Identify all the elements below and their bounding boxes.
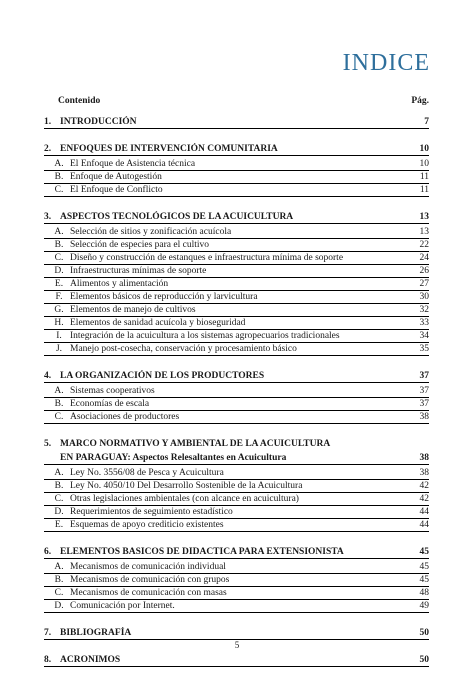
entry-letter: C. [54, 588, 64, 598]
toc-entry [44, 506, 429, 519]
section-page: 50 [419, 655, 429, 665]
entry-page: 13 [419, 227, 429, 237]
entry-title: Alimentos y alimentación [70, 279, 169, 289]
entry-title: Esquemas de apoyo crediticio existentes [70, 520, 224, 530]
toc-entry [44, 239, 429, 252]
entry-page: 42 [419, 481, 429, 491]
entry-letter: F. [55, 292, 63, 302]
toc-entry [44, 411, 429, 424]
entry-page: 34 [419, 331, 429, 341]
entry-letter: B. [54, 172, 64, 182]
toc-section-heading [44, 546, 429, 559]
toc-section [44, 627, 429, 640]
entry-title: Comunicación por Internet. [70, 601, 175, 611]
entry-letter: C. [54, 494, 64, 504]
toc-entry [44, 519, 429, 532]
toc-section-heading [44, 143, 429, 156]
toc-entry [44, 398, 429, 411]
entry-page: 35 [419, 344, 429, 354]
toc-entry [44, 317, 429, 330]
entry-title: Selección de sitios y zonificación acuícola [70, 227, 232, 237]
entry-page: 45 [419, 575, 429, 585]
toc-entry [44, 278, 429, 291]
entry-title: Diseño y construcción de estanques e infraestructura mínima de soporte [70, 253, 344, 263]
page-number: 5 [234, 640, 240, 650]
toc-entry [44, 600, 429, 613]
entry-page: 37 [419, 386, 429, 396]
entry-page: 44 [419, 520, 429, 530]
section-title: BIBLIOGRAFÍA [60, 628, 132, 638]
section-page: 10 [419, 144, 429, 154]
entry-title: Elementos básicos de reproducción y larvicultura [70, 292, 258, 302]
entry-page: 11 [419, 172, 429, 182]
toc-entry [44, 561, 429, 574]
entry-page: 10 [419, 159, 429, 169]
entry-page: 48 [419, 588, 429, 598]
entry-page: 45 [419, 562, 429, 572]
entry-page: 38 [419, 468, 429, 478]
entry-title: Economías de escala [70, 399, 150, 409]
entry-title: Sistemas cooperativos [70, 386, 155, 396]
entry-title: Selección de especies para el cultivo [70, 240, 210, 250]
entry-letter: C. [54, 412, 64, 422]
toc-entry [44, 330, 429, 343]
entry-letter: H. [54, 318, 64, 328]
toc-entry [44, 265, 429, 278]
entry-page: 27 [419, 279, 429, 289]
toc-entry [44, 171, 429, 184]
entry-title: Ley No. 4050/10 Del Desarrollo Sostenible de la Acuicultura [70, 481, 303, 491]
section-title: INTRODUCCIÓN [60, 117, 137, 127]
entry-letter: J. [55, 344, 63, 354]
entry-page: 42 [419, 494, 429, 504]
toc-entry [44, 480, 429, 493]
entry-letter: A. [54, 159, 64, 169]
entry-title: Integración de la acuicultura a los sistemas agropecuarios tradicionales [70, 331, 340, 341]
section-number: 8. [44, 655, 52, 665]
entry-page: 26 [419, 266, 429, 276]
entry-title: Elementos de manejo de cultivos [70, 305, 196, 315]
toc-section-heading [44, 211, 429, 224]
entry-letter: C. [54, 253, 64, 263]
section-title: LA ORGANIZACIÓN DE LOS PRODUCTORES [60, 371, 265, 381]
entry-page: 44 [419, 507, 429, 517]
table-of-contents [44, 116, 429, 681]
entry-letter: A. [54, 562, 64, 572]
entry-letter: E. [54, 279, 64, 289]
toc-entry [44, 493, 429, 506]
section-number: 1. [44, 117, 52, 127]
toc-section [44, 654, 429, 667]
toc-section-heading [44, 627, 429, 640]
toc-entry [44, 304, 429, 317]
section-title: ENFOQUES DE INTERVENCIÓN COMUNITARIA [60, 144, 278, 154]
entry-letter: B. [54, 575, 64, 585]
entry-page: 11 [419, 185, 429, 195]
section-page: 7 [424, 117, 429, 127]
toc-entry [44, 291, 429, 304]
toc-entry [44, 574, 429, 587]
toc-section [44, 143, 429, 197]
entry-page: 32 [419, 305, 429, 315]
entry-page: 38 [419, 412, 429, 422]
toc-section-heading [44, 438, 429, 450]
toc-section-heading [44, 370, 429, 383]
toc-section [44, 211, 429, 356]
toc-entry [44, 467, 429, 480]
section-page: 13 [419, 212, 429, 222]
entry-letter: D. [54, 266, 64, 276]
section-page: 38 [419, 453, 429, 463]
toc-entry [44, 226, 429, 239]
section-title-cont: EN PARAGUAY: Aspectos Relesaltantes en Acuicultura [60, 453, 287, 463]
entry-letter: G. [54, 305, 64, 315]
entry-title: El Enfoque de Asistencia técnica [70, 159, 196, 169]
entry-page: 37 [419, 399, 429, 409]
section-page: 50 [419, 628, 429, 638]
pag-header: Pág. [411, 96, 429, 106]
section-number: 5. [44, 439, 52, 449]
entry-title: Infraestructuras mínimas de soporte [70, 266, 207, 276]
entry-letter: B. [54, 481, 64, 491]
toc-section [44, 438, 429, 532]
section-page: 45 [419, 547, 429, 557]
section-title: ELEMENTOS BASICOS DE DIDACTICA PARA EXTENSIONISTA [60, 547, 344, 557]
section-number: 2. [44, 144, 52, 154]
toc-section-heading-cont [44, 452, 429, 465]
entry-letter: A. [54, 227, 64, 237]
entry-title: Mecanismos de comunicación con grupos [70, 575, 230, 585]
section-page: 37 [419, 371, 429, 381]
section-number: 6. [44, 547, 52, 557]
toc-section-heading [44, 654, 429, 667]
toc-section-heading [44, 116, 429, 129]
page-title: INDICE [342, 50, 430, 76]
entry-page: 24 [419, 253, 429, 263]
section-number: 3. [44, 212, 52, 222]
entry-letter: B. [54, 399, 64, 409]
toc-entry [44, 252, 429, 265]
section-title: ASPECTOS TECNOLÓGICOS DE LA ACUICULTURA [60, 212, 294, 222]
toc-section [44, 116, 429, 129]
entry-title: Requerimientos de seguimiento estadístico [70, 507, 233, 517]
entry-letter: D. [54, 601, 64, 611]
entry-letter: E. [54, 520, 64, 530]
toc-section [44, 370, 429, 424]
entry-letter: C. [54, 185, 64, 195]
entry-title: El Enfoque de Conflicto [70, 185, 163, 195]
entry-letter: I. [56, 331, 62, 341]
entry-title: Ley No. 3556/08 de Pesca y Acuicultura [70, 468, 224, 478]
toc-entry [44, 343, 429, 356]
toc-section [44, 546, 429, 613]
entry-title: Mecanismos de comunicación con masas [70, 588, 227, 598]
section-title: MARCO NORMATIVO Y AMBIENTAL DE LA ACUICULTURA [60, 439, 331, 449]
entry-title: Mecanismos de comunicación individual [70, 562, 226, 572]
entry-title: Otras legislaciones ambientales (con alcance en acuicultura) [70, 494, 299, 504]
entry-page: 49 [419, 601, 429, 611]
section-number: 7. [44, 628, 52, 638]
entry-letter: D. [54, 507, 64, 517]
toc-entry [44, 158, 429, 171]
entry-page: 33 [419, 318, 429, 328]
entry-title: Elementos de sanidad acuícola y bioseguridad [70, 318, 246, 328]
entry-title: Asociaciones de productores [70, 412, 180, 422]
entry-title: Manejo post-cosecha, conservación y procesamiento básico [70, 344, 297, 354]
entry-letter: B. [54, 240, 64, 250]
entry-letter: A. [54, 468, 64, 478]
toc-entry [44, 385, 429, 398]
toc-entry [44, 587, 429, 600]
toc-entry [44, 184, 429, 197]
section-number: 4. [44, 371, 52, 381]
section-title: ACRONIMOS [60, 655, 121, 665]
entry-letter: A. [54, 386, 64, 396]
entry-page: 30 [419, 292, 429, 302]
contenido-header: Contenido [58, 96, 101, 106]
entry-title: Enfoque de Autogestión [70, 172, 162, 182]
entry-page: 22 [419, 240, 429, 250]
